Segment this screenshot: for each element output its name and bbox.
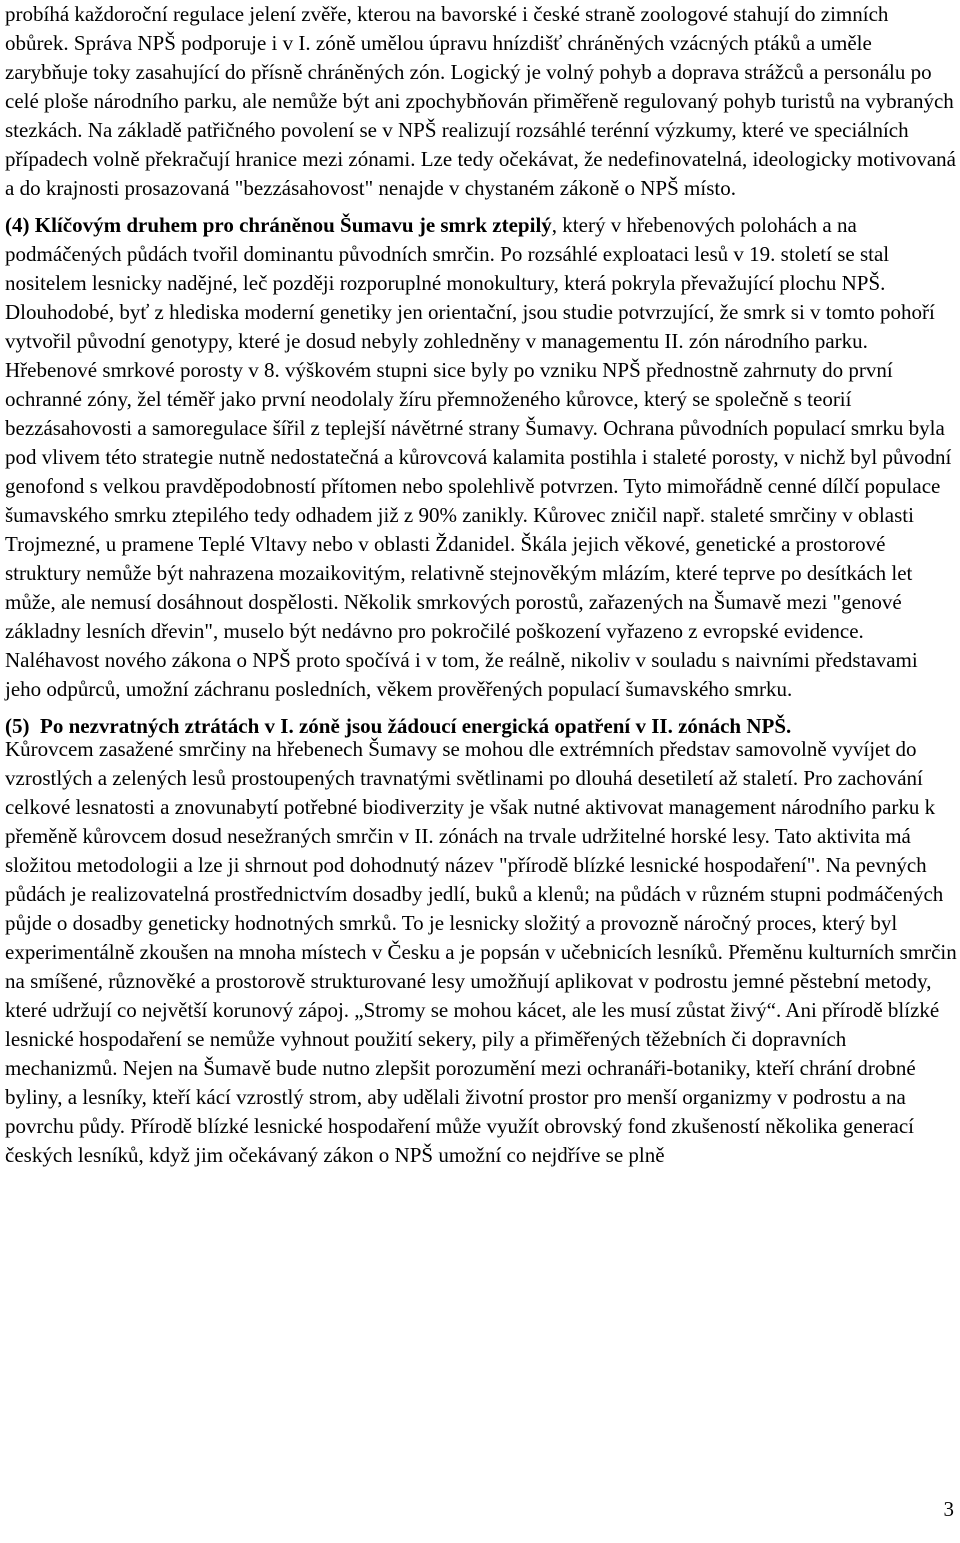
page-number: 3 — [943, 1497, 954, 1521]
section-4-heading: Klíčovým druhem pro chráněnou Šumavu je smrk ztepilý — [34, 213, 552, 237]
section-5-number: (5) — [5, 714, 30, 738]
document-page — [5, 0, 957, 1170]
section-4-body: , který v hřebenových polohách a na podmáčených půdách tvořil dominantu původních smrčin. Po rozsáhlé exploataci lesů v 19. století se stal nositelem lesnicky nadějné, leč později rozporuplné monokultury, která pokryla převažující plochu NPŠ. Dlouhodobé, byť z hlediska moderní genetiky jen orientační, jsou studie potvrzující, že smrk si v tomto pohoří vytvořil původní genotypy, které je dosud nebyly zohledněny v managementu II. zón národního parku. Hřebenové smrkové porosty v 8. výškovém stupni sice byly po vzniku NPŠ přednostně zahrnuty do první ochranné zóny, žel téměř jako první neodolaly žíru přemnoženého kůrovce, který se společně s teorií bezzásahovosti a samoregulace šířil z teplejší návětrné strany Šumavy. Ochrana původních populací smrku byla pod vlivem této strategie nutně nedostatečná a kůrovcová kalamita postihla i staleté porosty, v nichž byl původní genofond s velkou pravděpodobností přítomen nebo spolehlivě potvrzen. Tyto mimořádně cenné dílčí populace šumavského smrku ztepilého tedy odhadem již z 90% zanikly. Kůrovec zničil např. staleté smrčiny v oblasti Trojmezné, u pramene Teplé Vltavy nebo v oblasti Ždanidel. Škála jejich věkové, genetické a prostorové struktury nemůže být nahrazena mozaikovitým, relativně stejnověkým mlázím, které teprve po desítkách let může, ale nemusí dosáhnout dospělosti. Několik smrkových porostů, zařazených na Šumavě mezi "genové základny lesních dřevin", muselo být nedávno pro pokročilé poškození vyřazeno z evropské evidence. Naléhavost nového zákona o NPŠ proto spočívá i v tom, že reálně, nikoliv v souladu s naivními představami jeho odpůrců, umožní záchranu posledních, věkem prověřených populací šumavského smrku. — [5, 213, 952, 701]
section-5-body: Kůrovcem zasažené smrčiny na hřebenech Šumavy se mohou dle extrémních představ samovolně vyvíjet do vzrostlých a zelených lesů prostoupených travnatými světlinami po dlouhá desetiletí až staletí. Pro zachování celkové lesnatosti a znovunabytí potřebné biodiverzity je však nutné aktivovat management národního parku k přeměně kůrovcem dosud nesežraných smrčin v II. zónách na trvale udržitelné horské lesy. Tato aktivita má složitou metodologii a lze ji shrnout pod dohodnutý název "přírodě blízké lesnické hospodaření". Na pevných půdách je realizovatelná prostřednictvím dosadby jedlí, buků a klenů; na půdách v různém stupni podmáčených půjde o dosadby geneticky hodnotných smrků. To je lesnicky složitý a provozně náročný proces, který byl experimentálně zkoušen na mnoha místech v Česku a je popsán v učebnicích lesníků. Přeměnu kulturních smrčin na smíšené, různověké a prostorově strukturované lesy umožňují aplikovat v podrostu jemné pěstební metody, které udržují co největší korunový zápoj. „Stromy se mohou kácet, ale les musí zůstat živý“. Ani přírodě blízké lesnické hospodaření se nemůže vyhnout použití sekery, pily a přiměřených těžebních či dopravních mechanizmů. Nejen na Šumavě bude nutno zlepšit porozumění mezi ochranáři-botaniky, kteří chrání drobné byliny, a lesníky, kteří kácí vzrostlý strom, aby udělali životní prostor pro menší organizmy v podrostu a na povrchu půdy. Přírodě blízké lesnické hospodaření může využít obrovský fond zkušeností několika generací českých lesníků, když jim očekávaný zákon o NPŠ umožní co nejdříve se plně — [5, 737, 957, 1167]
paragraph-intro: probíhá každoroční regulace jelení zvěře, kterou na bavorské i české straně zoologové stahují do zimních obůrek. Správa NPŠ podporuje i v I. zóně umělou úpravu hnízdišť chráněných vzácných ptáků a uměle zarybňuje toky zasahující do přísně chráněných zón. Logický je volný pohyb a doprava strážců a personálu po celé ploše národního parku, ale nemůže být ani zpochybňován přiměřeně regulovaný pohyb turistů na vybraných stezkách. Na základě patřičného povolení se v NPŠ realizují rozsáhlé terénní výzkumy, které ve speciálních případech volně překračují hranice mezi zónami. Lze tedy očekávat, že nedefinovatelná, ideologicky motivovaná a do krajnosti prosazovaná "bezzásahovost" nenajde v chystaném zákoně o NPŠ místo. — [5, 2, 956, 200]
section-4-paragraph — [5, 211, 957, 704]
section-4-number: (4) — [5, 213, 30, 237]
section-5-heading: Po nezvratných ztrátách v I. zóně jsou žádoucí energická opatření v II. zónách NPŠ. — [40, 714, 792, 738]
